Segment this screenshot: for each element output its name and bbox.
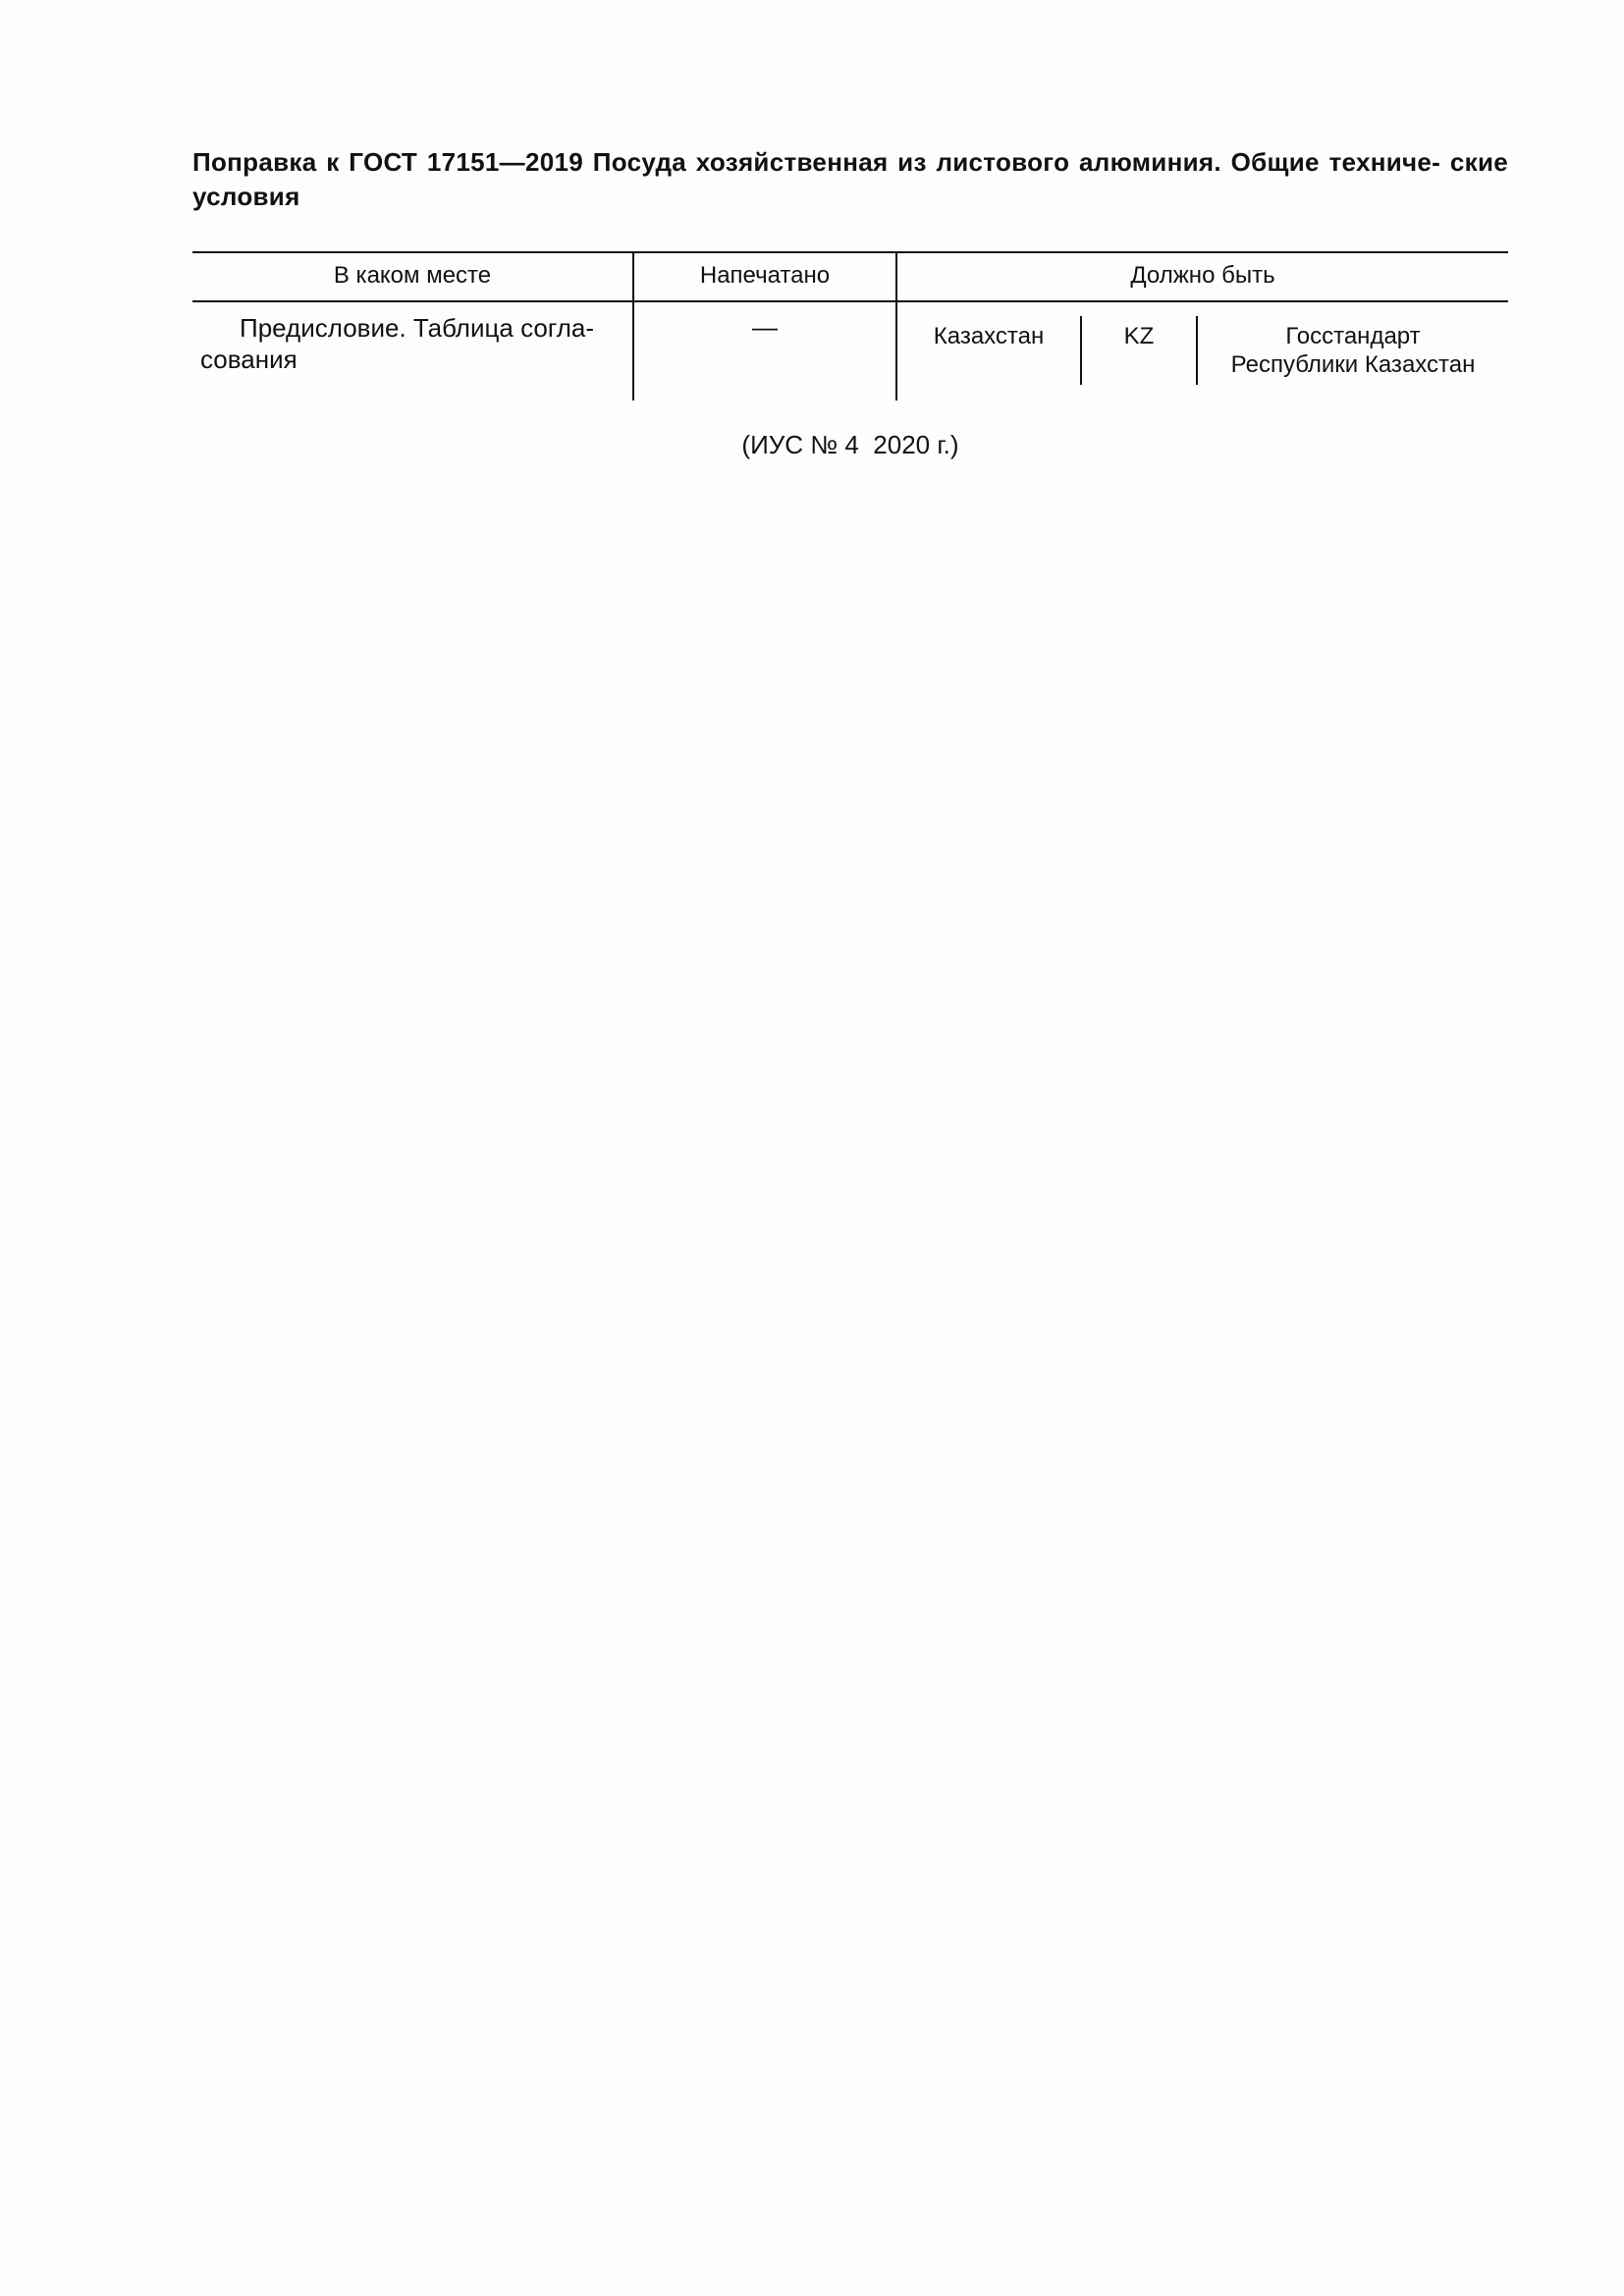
cell-place [200,312,624,375]
cell-standards-body-line2: Республики Казахстан [1230,351,1476,378]
header-printed: Напечатано [699,262,831,289]
cell-place-line1: Предисловие. Таблица согла- [240,313,595,343]
cell-standards-body [1198,322,1508,379]
header-place: В каком месте [333,262,492,289]
cell-printed: — [752,312,778,342]
table-header-rule [192,300,1508,302]
header-should-be: Должно быть [1130,262,1275,289]
table-top-rule [192,251,1508,253]
ius-reference: (ИУС № 4 2020 г.) [741,430,959,459]
cell-country: Казахстан [933,323,1045,349]
document-title: Поправка к ГОСТ 17151—2019 Посуда хозяйственная из листового алюминия. Общие техниче- ские условия [192,147,1508,211]
cell-standards-body-line1: Госстандарт [1285,323,1421,349]
cell-place-line2: сования [200,345,298,374]
cell-code: KZ [1123,323,1155,349]
